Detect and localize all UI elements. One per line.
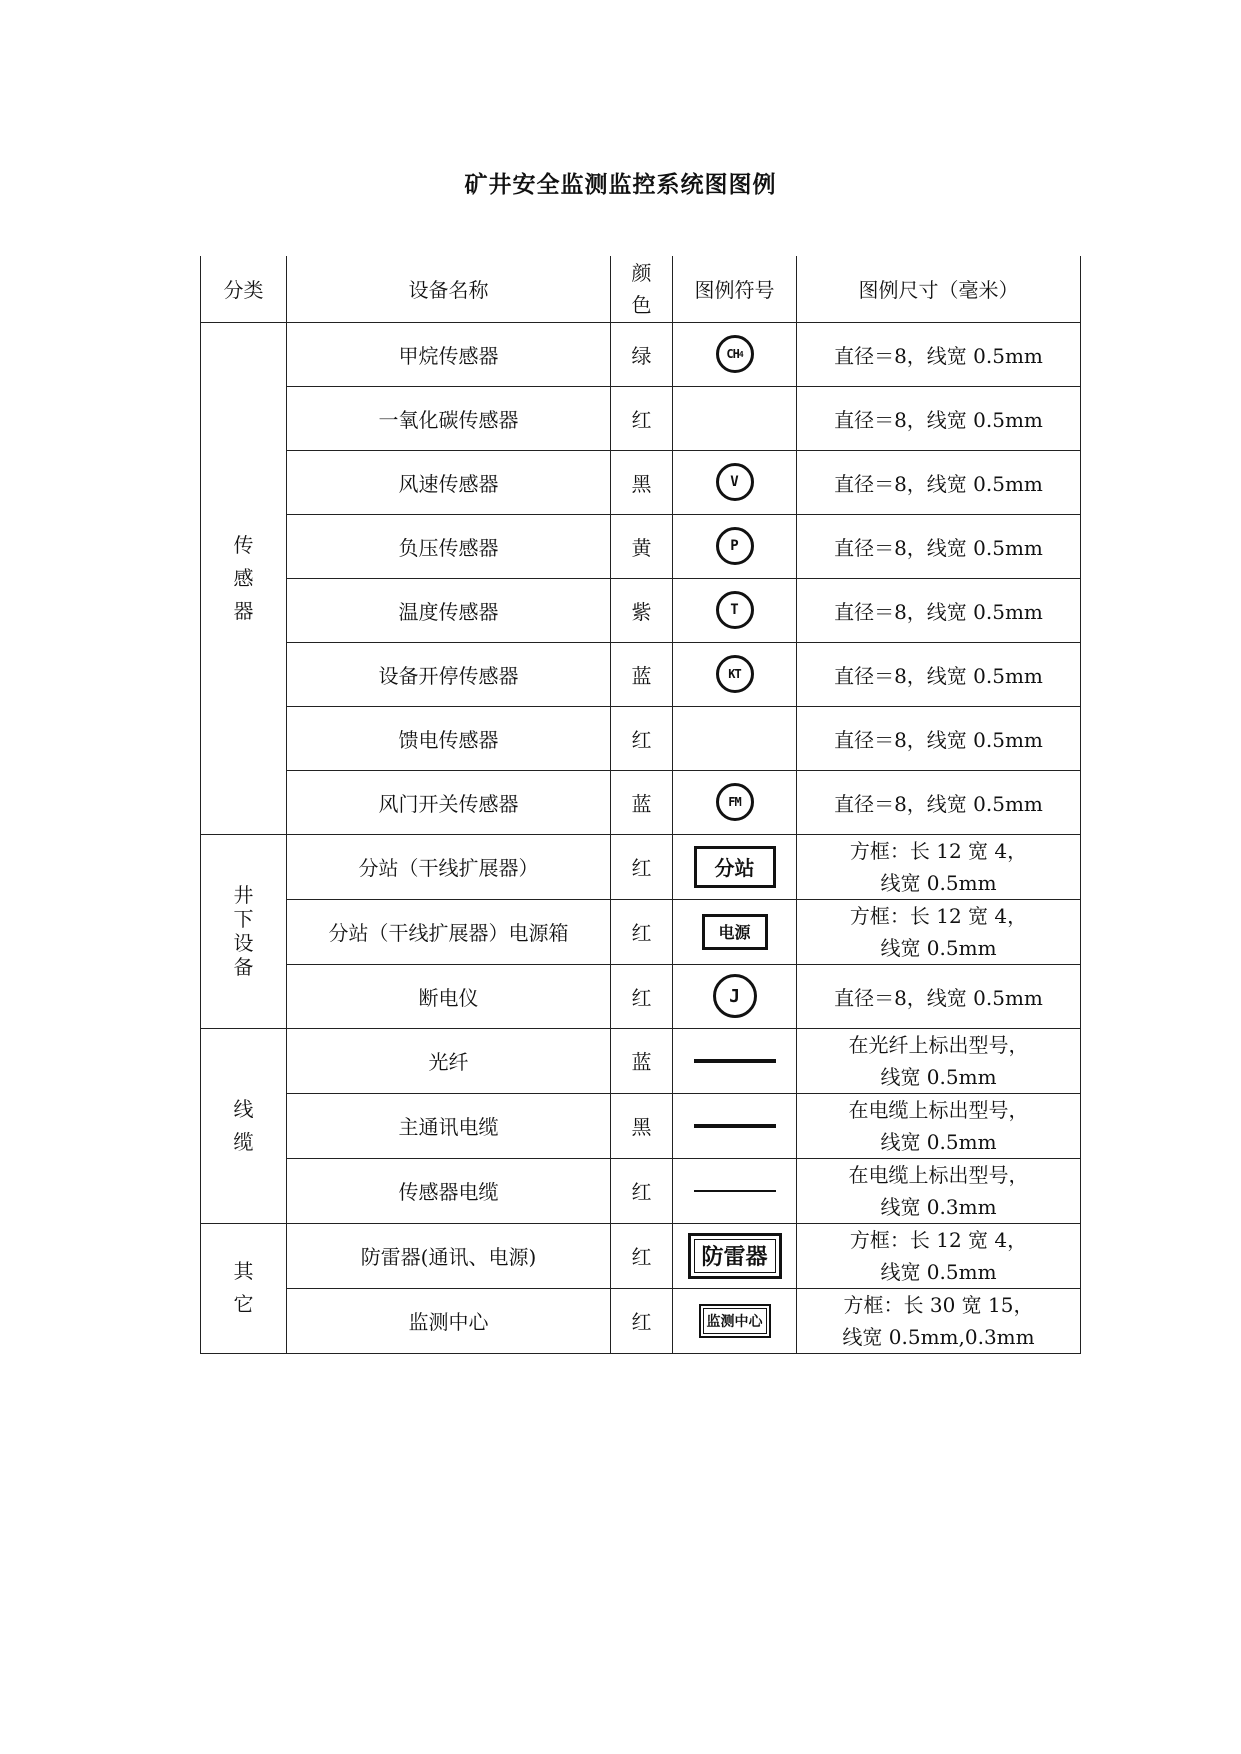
page-title: 矿井安全监测监控系统图图例 bbox=[464, 172, 777, 198]
row-size bbox=[797, 834, 1081, 899]
table-row bbox=[201, 642, 1081, 706]
table-row bbox=[201, 770, 1081, 834]
header-color-text: 颜色 bbox=[631, 260, 652, 317]
row-name: 分站（干线扩展器）电源箱 bbox=[287, 899, 611, 964]
row-color: 黑 bbox=[611, 450, 673, 514]
row-symbol bbox=[673, 450, 797, 514]
row-name: 风门开关传感器 bbox=[287, 770, 611, 834]
wind-speed-sensor-icon: V bbox=[716, 463, 754, 501]
row-symbol bbox=[673, 578, 797, 642]
row-symbol bbox=[673, 322, 797, 386]
main-cable-line-icon bbox=[694, 1124, 776, 1128]
row-size bbox=[797, 1288, 1081, 1353]
row-size bbox=[797, 899, 1081, 964]
row-color: 紫 bbox=[611, 578, 673, 642]
header-category: 分类 bbox=[201, 256, 287, 322]
table-row bbox=[201, 1028, 1081, 1093]
row-symbol bbox=[673, 1223, 797, 1288]
row-color: 绿 bbox=[611, 322, 673, 386]
row-size-line2: 线宽 0.5mm bbox=[880, 935, 997, 960]
row-name: 主通讯电缆 bbox=[287, 1093, 611, 1158]
row-color: 黄 bbox=[611, 514, 673, 578]
row-symbol bbox=[673, 514, 797, 578]
row-name: 甲烷传感器 bbox=[287, 322, 611, 386]
category-other bbox=[201, 1223, 287, 1353]
row-size bbox=[797, 1223, 1081, 1288]
row-symbol-empty bbox=[673, 386, 797, 450]
row-size-line1: 方框：长 12 宽 4， bbox=[849, 903, 1028, 928]
row-size-line1: 在电缆上标出型号， bbox=[848, 1162, 1029, 1187]
row-name: 一氧化碳传感器 bbox=[287, 386, 611, 450]
row-name: 监测中心 bbox=[287, 1288, 611, 1353]
category-underground-label: 井下设备 bbox=[233, 883, 254, 979]
circuit-breaker-icon: J bbox=[713, 974, 757, 1018]
row-color: 蓝 bbox=[611, 642, 673, 706]
row-color: 蓝 bbox=[611, 1028, 673, 1093]
fiber-line-icon bbox=[694, 1059, 776, 1063]
equipment-switch-sensor-icon: KT bbox=[716, 655, 754, 693]
table-row bbox=[201, 964, 1081, 1028]
row-size: 直径＝8，线宽 0.5mm bbox=[797, 450, 1081, 514]
category-underground bbox=[201, 834, 287, 1028]
table-row bbox=[201, 322, 1081, 386]
row-symbol bbox=[673, 1288, 797, 1353]
row-symbol bbox=[673, 964, 797, 1028]
header-color bbox=[611, 256, 673, 322]
row-name: 传感器电缆 bbox=[287, 1158, 611, 1223]
row-size: 直径＝8，线宽 0.5mm bbox=[797, 386, 1081, 450]
row-name: 风速传感器 bbox=[287, 450, 611, 514]
table-row bbox=[201, 1288, 1081, 1353]
row-symbol bbox=[673, 642, 797, 706]
row-symbol bbox=[673, 1028, 797, 1093]
row-color: 红 bbox=[611, 706, 673, 770]
row-name: 负压传感器 bbox=[287, 514, 611, 578]
methane-sensor-icon: CH 4 bbox=[716, 335, 754, 373]
table-row bbox=[201, 706, 1081, 770]
row-size: 直径＝8，线宽 0.5mm bbox=[797, 642, 1081, 706]
category-sensors bbox=[201, 322, 287, 834]
header-row bbox=[201, 256, 1081, 322]
row-symbol bbox=[673, 770, 797, 834]
row-name: 断电仪 bbox=[287, 964, 611, 1028]
temperature-sensor-icon: T bbox=[716, 591, 754, 629]
table-row bbox=[201, 1158, 1081, 1223]
row-symbol bbox=[673, 834, 797, 899]
row-size-line1: 方框：长 12 宽 4， bbox=[849, 1227, 1028, 1252]
row-size-line2: 线宽 0.5mm,0.3mm bbox=[842, 1324, 1035, 1349]
row-size-line2: 线宽 0.5mm bbox=[880, 870, 997, 895]
table-row bbox=[201, 578, 1081, 642]
category-other-label: 其它 bbox=[233, 1259, 254, 1316]
row-color: 红 bbox=[611, 964, 673, 1028]
row-name: 光纤 bbox=[287, 1028, 611, 1093]
row-size: 直径＝8，线宽 0.5mm bbox=[797, 706, 1081, 770]
category-cables-label: 线缆 bbox=[233, 1096, 254, 1154]
row-size-line1: 在光纤上标出型号， bbox=[848, 1032, 1029, 1057]
header-size: 图例尺寸（毫米） bbox=[797, 256, 1081, 322]
pressure-sensor-icon: P bbox=[716, 527, 754, 565]
row-color: 红 bbox=[611, 899, 673, 964]
row-size-line2: 线宽 0.5mm bbox=[880, 1129, 997, 1154]
row-size-line1: 方框：长 30 宽 15， bbox=[843, 1292, 1034, 1317]
row-color: 红 bbox=[611, 1158, 673, 1223]
row-size bbox=[797, 1158, 1081, 1223]
row-symbol-empty bbox=[673, 706, 797, 770]
row-size-line2: 线宽 0.3mm bbox=[880, 1194, 997, 1219]
category-cables bbox=[201, 1028, 287, 1223]
row-name: 馈电传感器 bbox=[287, 706, 611, 770]
row-name: 分站（干线扩展器） bbox=[287, 834, 611, 899]
row-size-line2: 线宽 0.5mm bbox=[880, 1259, 997, 1284]
row-size bbox=[797, 1093, 1081, 1158]
table-row bbox=[201, 834, 1081, 899]
substation-icon: 分站 bbox=[694, 846, 776, 888]
row-size-line2: 线宽 0.5mm bbox=[880, 1064, 997, 1089]
table-row bbox=[201, 1093, 1081, 1158]
row-size: 直径＝8，线宽 0.5mm bbox=[797, 322, 1081, 386]
table-row bbox=[201, 514, 1081, 578]
lightning-arrester-icon: 防雷器 bbox=[688, 1233, 782, 1279]
row-color: 黑 bbox=[611, 1093, 673, 1158]
row-size: 直径＝8，线宽 0.5mm bbox=[797, 514, 1081, 578]
header-symbol: 图例符号 bbox=[673, 256, 797, 322]
row-name: 温度传感器 bbox=[287, 578, 611, 642]
legend-table bbox=[200, 256, 1081, 1354]
row-color: 红 bbox=[611, 834, 673, 899]
table-row bbox=[201, 450, 1081, 514]
row-symbol bbox=[673, 1158, 797, 1223]
row-size-line1: 方框：长 12 宽 4， bbox=[849, 838, 1028, 863]
row-size: 直径＝8，线宽 0.5mm bbox=[797, 578, 1081, 642]
category-sensors-label: 传感器 bbox=[233, 532, 254, 623]
row-name: 设备开停传感器 bbox=[287, 642, 611, 706]
monitoring-center-icon: 监测中心 bbox=[699, 1304, 771, 1338]
air-door-sensor-icon: FM bbox=[716, 783, 754, 821]
row-color: 蓝 bbox=[611, 770, 673, 834]
row-color: 红 bbox=[611, 1223, 673, 1288]
row-symbol bbox=[673, 1093, 797, 1158]
table-row bbox=[201, 899, 1081, 964]
sensor-cable-line-icon bbox=[694, 1190, 776, 1192]
row-name: 防雷器(通讯、电源) bbox=[287, 1223, 611, 1288]
row-color: 红 bbox=[611, 1288, 673, 1353]
row-size: 直径＝8，线宽 0.5mm bbox=[797, 964, 1081, 1028]
row-size: 直径＝8，线宽 0.5mm bbox=[797, 770, 1081, 834]
row-size-line1: 在电缆上标出型号， bbox=[848, 1097, 1029, 1122]
table-row bbox=[201, 386, 1081, 450]
row-symbol bbox=[673, 899, 797, 964]
header-name: 设备名称 bbox=[287, 256, 611, 322]
row-size bbox=[797, 1028, 1081, 1093]
power-box-icon: 电源 bbox=[702, 914, 768, 950]
table-row bbox=[201, 1223, 1081, 1288]
row-color: 红 bbox=[611, 386, 673, 450]
